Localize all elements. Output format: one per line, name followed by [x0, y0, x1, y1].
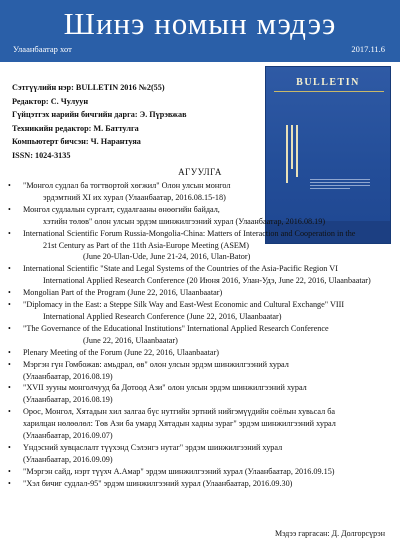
toc-item — [0, 466, 400, 478]
toc-item — [0, 299, 400, 323]
compiler-credit: Мэдээ гаргасан: Д. Долгорсүрэн — [275, 529, 385, 538]
toc-item-line: • Монгол судлалын сургалт, судалгааны өнөөгийн байдал, — [23, 204, 220, 214]
meta-journal: Сэтгүүлийн нэр: BULLETIN 2016 №2(55) — [12, 83, 165, 92]
toc-item — [0, 382, 400, 406]
toc-item-line: (June 22, 2016, Ulaanbaatar) — [83, 335, 178, 345]
toc-item — [0, 287, 400, 299]
toc-item-line: • "Diplomacy in the East: a Steppe Silk Way and East-West Economic and Cultural Exchange" VIII — [23, 300, 345, 310]
toc-item-line: (Улаанбаатар, 2016.09.09) — [23, 454, 113, 464]
toc-item — [0, 347, 400, 359]
publication-metadata — [12, 81, 242, 163]
toc-item-line: • Орос, Монгол, Хятадын хил залгаа бүс нутгийн эртний нийгэмүүдийн соёлын хувьсал ба — [23, 407, 336, 417]
toc-item — [0, 406, 400, 442]
toc-item — [0, 478, 400, 490]
toc-item-line: (Улаанбаатар, 2016.09.07) — [23, 431, 113, 441]
toc-heading: АГУУЛГА — [178, 167, 222, 177]
toc-item-line: • "Мэргэн сайд, нэрт түүхч А.Амар" эрдэм шинжилгээний хурал (Улаанбаатар, 2016.09.15) — [23, 466, 335, 476]
toc-item-line: International Applied Research Conference (20 Июня 2016, Улан-Удэ, June 22, 2016, Ulaanbaatar) — [43, 276, 371, 286]
toc-item — [0, 263, 400, 287]
toc-item-line: • "XVII зууны монголчууд ба Дотоод Ази" олон улсын эрдэм шинжилгээний хурал — [23, 383, 307, 393]
cover-title: BULLETIN — [296, 77, 360, 88]
meta-issn: ISSN: 1024-3135 — [12, 150, 71, 160]
header-date: 2017.11.6 — [351, 44, 385, 54]
toc-item-line: харилцан нөлөөлөл: Төв Ази ба умард Хятадын хадны зураг" эрдэм шинжилгээний хурал — [23, 419, 336, 429]
cover-rule — [274, 91, 384, 92]
toc-item — [0, 323, 400, 347]
meta-editor: Редактор: С. Чулуун — [12, 96, 89, 106]
toc-item-line: эрдэмтний XI их хурал (Улаанбаатар, 2016.08.15-18) — [43, 192, 226, 202]
toc-item-line: хэтийн төлөв" олон улсын эрдэм шинжилгээний хурал (Улаанбаатар, 2016.08.19) — [43, 216, 326, 226]
toc-item-line: • International Scientific Forum Russia-Mongolia-China: Matters of Interaction and Cooperation in the — [23, 228, 356, 238]
toc-item-line: 21st Century as Part of the 11th Asia-Europe Meeting (ASEM) — [43, 240, 249, 250]
toc-item-line: • Үндэсний хувцаслалт түүхэнд Сэлэнгэ нутаг" эрдэм шинжилгээний хурал — [23, 442, 283, 452]
toc-item-line: (June 20-Ulan-Ude, June 21-24, 2016, Ulan-Bator) — [83, 252, 251, 262]
toc-item — [0, 228, 400, 264]
toc-item-line: • Mongolian Part of the Program (June 22, 2016, Ulaanbaatar) — [23, 288, 223, 298]
toc-item-line: • Plenary Meeting of the Forum (June 22, 2016, Ulaanbaatar) — [23, 347, 219, 357]
toc-item-line: (Улаанбаатар, 2016.08.19) — [23, 371, 113, 381]
header-banner — [0, 0, 400, 62]
toc-item-line: • International Scientific "State and Legal Systems of the Countries of the Asia-Pacific Region VI — [23, 264, 338, 274]
meta-tech-editor: Техникийн редактор: М. Баттулга — [12, 123, 139, 133]
toc-item-line: International Applied Research Conference (June 22, 2016, Ulaanbaatar) — [43, 311, 282, 321]
toc-item-line: • "Хэл бичиг судлал-95" эрдэм шинжилгээний хурал (Улаанбаатар, 2016.09.30) — [23, 478, 293, 488]
meta-secretary: Гүйцэтгэх нарийн бичгийн дарга: Э. Пүрэвжав — [12, 110, 187, 120]
toc-item — [0, 442, 400, 466]
toc-item-line: (Улаанбаатар, 2016.08.19) — [23, 395, 113, 405]
toc-item-line: • "The Governance of the Educational Institutions" International Applied Research Conference — [23, 323, 329, 333]
toc-item-line: • "Монгол судлал ба тогтвортой хөгжил" Олон улсын монгол — [23, 181, 231, 190]
header-place: Улаанбаатар хот — [13, 44, 72, 54]
table-of-contents — [0, 180, 400, 490]
meta-typesetter: Компьютерт бичсэн: Ч. Нарантуяа — [12, 137, 141, 147]
toc-item-line: • Мэргэн гүн Гомбожав: амьдрал, өв" олон улсын эрдэм шинжилгээний хурал — [23, 359, 289, 369]
toc-item — [0, 204, 400, 228]
toc-item — [0, 180, 400, 204]
toc-item — [0, 359, 400, 383]
page-title: Шинэ номын мэдээ — [63, 6, 337, 41]
